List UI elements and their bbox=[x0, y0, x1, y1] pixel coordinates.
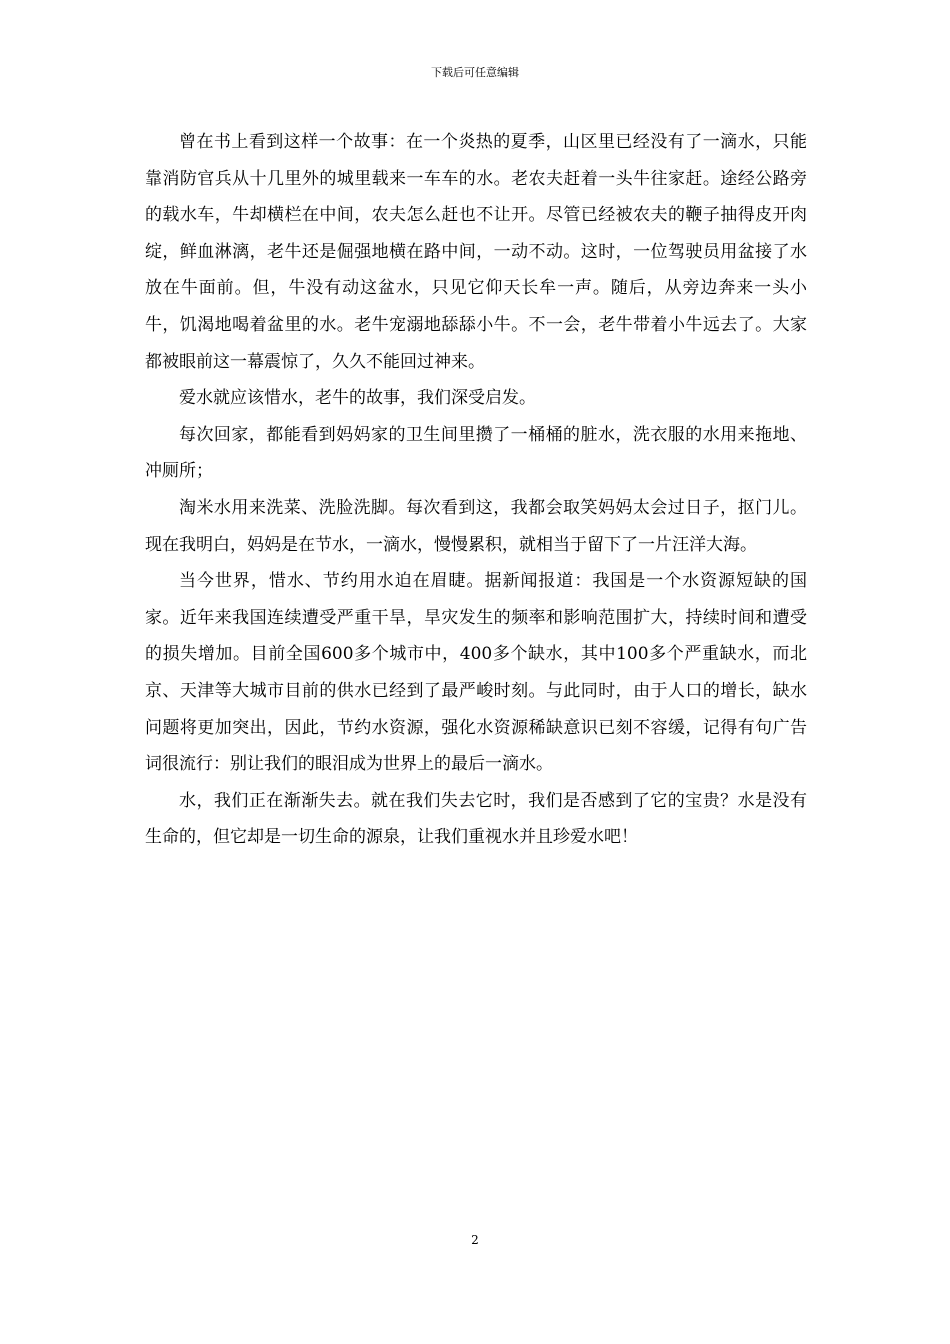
paragraph-lesson: 爱水就应该惜水，老牛的故事，我们深受启发。 bbox=[179, 388, 536, 409]
paragraph-conclusion: 水，我们正在渐渐失去。就在我们失去它时，我们是否感到了它的宝贵？水是没有生命的，但它却是一切生命的源泉，让我们重视水并且珍爱水吧！ bbox=[145, 790, 807, 848]
paragraph-rice-water: 淘米水用来洗菜、洗脸洗脚。每次看到这，我都会取笑妈妈太会过日子，抠门儿。现在我明白，妈妈是在节水，一滴水，慢慢累积，就相当于留下了一片汪洋大海。 bbox=[145, 497, 807, 555]
paragraph-world: 当今世界，惜水、节约用水迫在眉睫。据新闻报道：我国是一个水资源短缺的国家。近年来我国连续遭受严重干旱，旱灾发生的频率和影响范围扩大，持续时间和遭受的损失增加。目前全国600多个城市中，400多个缺水，其中100多个严重缺水，而北京、天津等大城市目前的供水已经到了最严峻时刻。与此同时，由于人口的增长，缺水问题将更加突出，因此，节约水资源，强化水资源稀缺意识已刻不容缓，记得有句广告词很流行：别让我们的眼泪成为世界上的最后一滴水。 bbox=[145, 571, 807, 775]
paragraph-home: 每次回家，都能看到妈妈家的卫生间里攒了一桶桶的脏水，洗衣服的水用来拖地、冲厕所； bbox=[145, 424, 807, 482]
page-header bbox=[0, 66, 950, 80]
document-body bbox=[145, 124, 807, 856]
header-note: 下载后可任意编辑 bbox=[431, 66, 519, 79]
page-number: 2 bbox=[471, 1233, 479, 1247]
paragraph-story: 曾在书上看到这样一个故事：在一个炎热的夏季，山区里已经没有了一滴水，只能靠消防官兵从十几里外的城里载来一车车的水。老农夫赶着一头牛往家赶。途经公路旁的载水车，牛却横栏在中间，农夫怎么赶也不让开。尽管已经被农夫的鞭子抽得皮开肉绽，鲜血淋漓，老牛还是倔强地横在路中间，一动不动。这时，一位驾驶员用盆接了水放在牛面前。但，牛没有动这盆水，只见它仰天长牟一声。随后，从旁边奔来一头小牛，饥渴地喝着盆里的水。老牛宠溺地舔舔小牛。不一会，老牛带着小牛远去了。大家都被眼前这一幕震惊了，久久不能回过神来。 bbox=[145, 132, 807, 372]
page-footer bbox=[0, 1233, 950, 1247]
